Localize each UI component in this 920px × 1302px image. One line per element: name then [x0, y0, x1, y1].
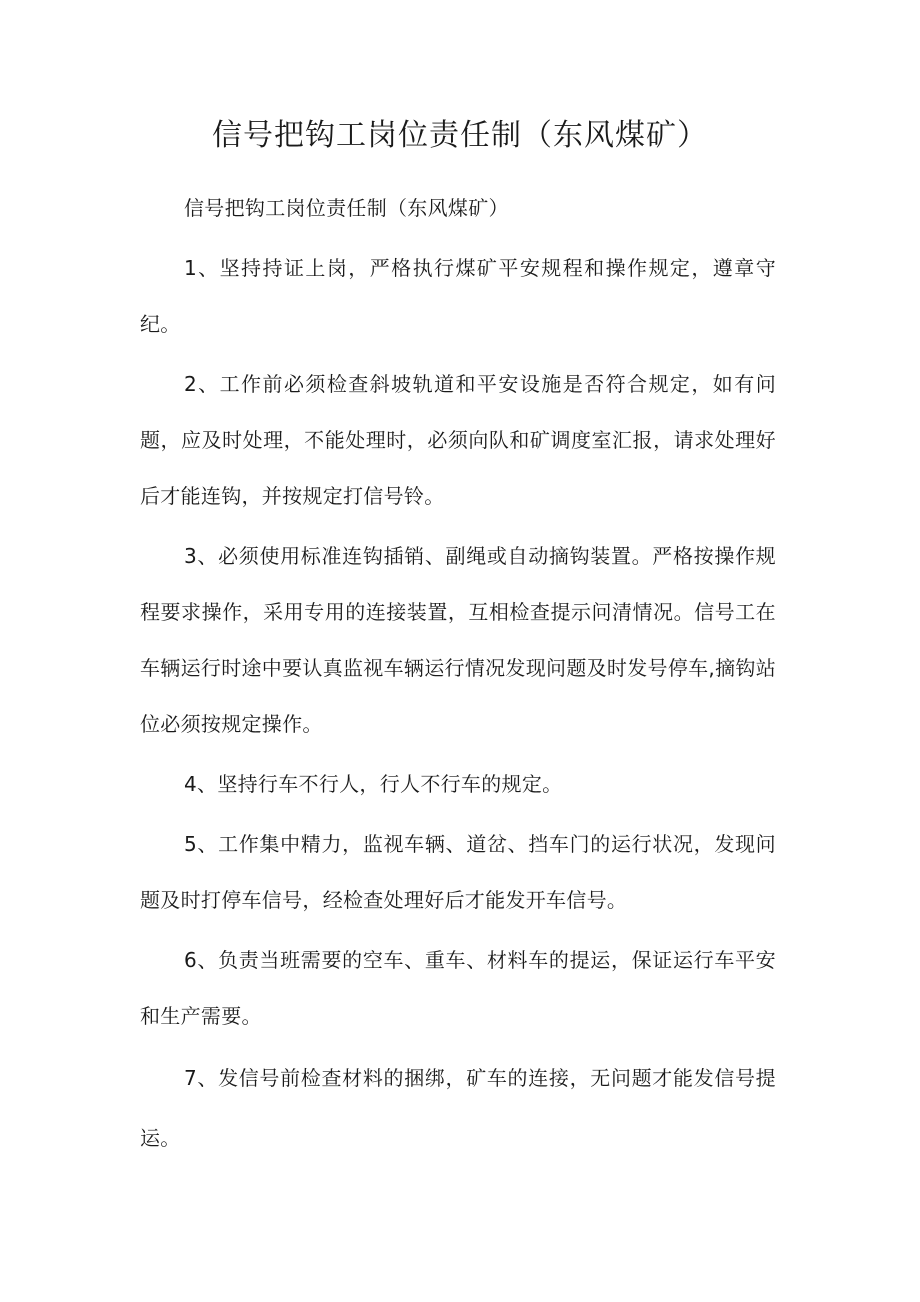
clause-3-paragraph: 3、必须使用标准连钩插销、副绳或自动摘钩装置。严格按操作规程要求操作，采用专用的连接装置，互相检查提示问清情况。信号工在车辆运行时途中要认真监视车辆运行情况发现问题及时发号停车,摘钩站位必须按规定操作。 — [140, 544, 776, 736]
document-title: 信号把钩工岗位责任制（东风煤矿） — [212, 118, 708, 153]
clause-4-paragraph: 4、坚持行车不行人，行人不行车的规定。 — [184, 772, 563, 796]
clause-5-paragraph: 5、工作集中精力，监视车辆、道岔、挡车门的运行状况，发现问题及时打停车信号，经检查处理好后才能发开车信号。 — [140, 832, 776, 912]
clause-1-paragraph: 1、坚持持证上岗，严格执行煤矿平安规程和操作规定，遵章守纪。 — [140, 256, 776, 336]
clause-6-paragraph: 6、负责当班需要的空车、重车、材料车的提运，保证运行车平安和生产需要。 — [140, 948, 776, 1028]
clause-7-paragraph: 7、发信号前检查材料的捆绑，矿车的连接，无问题才能发信号提运。 — [140, 1066, 776, 1150]
clause-2-paragraph: 2、工作前必须检查斜坡轨道和平安设施是否符合规定，如有问题，应及时处理，不能处理时，必须向队和矿调度室汇报，请求处理好后才能连钩，并按规定打信号铃。 — [140, 372, 776, 508]
document-body — [140, 180, 776, 1172]
subtitle-paragraph: 信号把钩工岗位责任制（东风煤矿） — [184, 196, 509, 220]
